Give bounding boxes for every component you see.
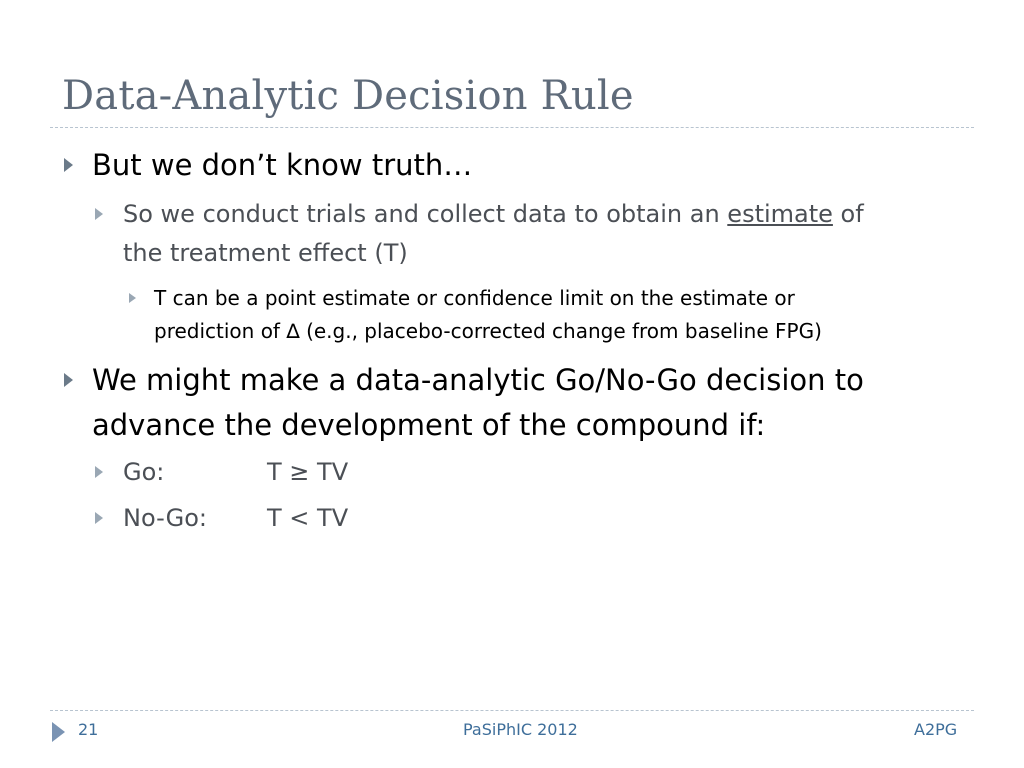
go-rule: T ≥ TV xyxy=(267,458,349,486)
sub-bullet-arrow-icon xyxy=(95,466,103,478)
sub-sub-bullet-arrow-icon xyxy=(129,293,136,303)
go-label: Go: xyxy=(123,458,165,486)
sub-bullet-arrow-icon xyxy=(95,512,103,524)
slide-title: Data-Analytic Decision Rule xyxy=(62,73,634,119)
footer-right-text: A2PG xyxy=(914,720,958,739)
bullet-arrow-icon xyxy=(64,158,73,172)
sub-bullet-text-part: of xyxy=(832,200,864,228)
page-number: 21 xyxy=(78,720,99,739)
bullet-text: We might make a data-analytic Go/No-Go decision to xyxy=(92,363,864,397)
sub-sub-bullet-text: T can be a point estimate or confidence limit on the estimate or xyxy=(154,286,795,310)
title-divider xyxy=(50,127,974,128)
nogo-rule: T < TV xyxy=(267,504,349,532)
sub-sub-bullet-text-continued: prediction of ∆ (e.g., placebo-corrected change from baseline FPG) xyxy=(154,319,822,343)
nogo-label: No-Go: xyxy=(123,504,207,532)
bullet-text-continued: advance the development of the compound if: xyxy=(92,408,766,442)
footer-divider xyxy=(50,710,974,711)
bullet-arrow-icon xyxy=(64,373,73,387)
footer-center-text: PaSiPhIC 2012 xyxy=(463,720,578,739)
bullet-text: But we don’t know truth… xyxy=(92,148,473,182)
sub-bullet-text-part: So we conduct trials and collect data to obtain an xyxy=(123,200,728,228)
sub-bullet-text-continued: the treatment effect (T) xyxy=(123,239,408,267)
estimate-underlined-word: estimate xyxy=(727,200,833,228)
nav-arrow-icon[interactable] xyxy=(52,722,65,742)
sub-bullet-text xyxy=(123,195,864,233)
sub-bullet-arrow-icon xyxy=(95,208,103,220)
